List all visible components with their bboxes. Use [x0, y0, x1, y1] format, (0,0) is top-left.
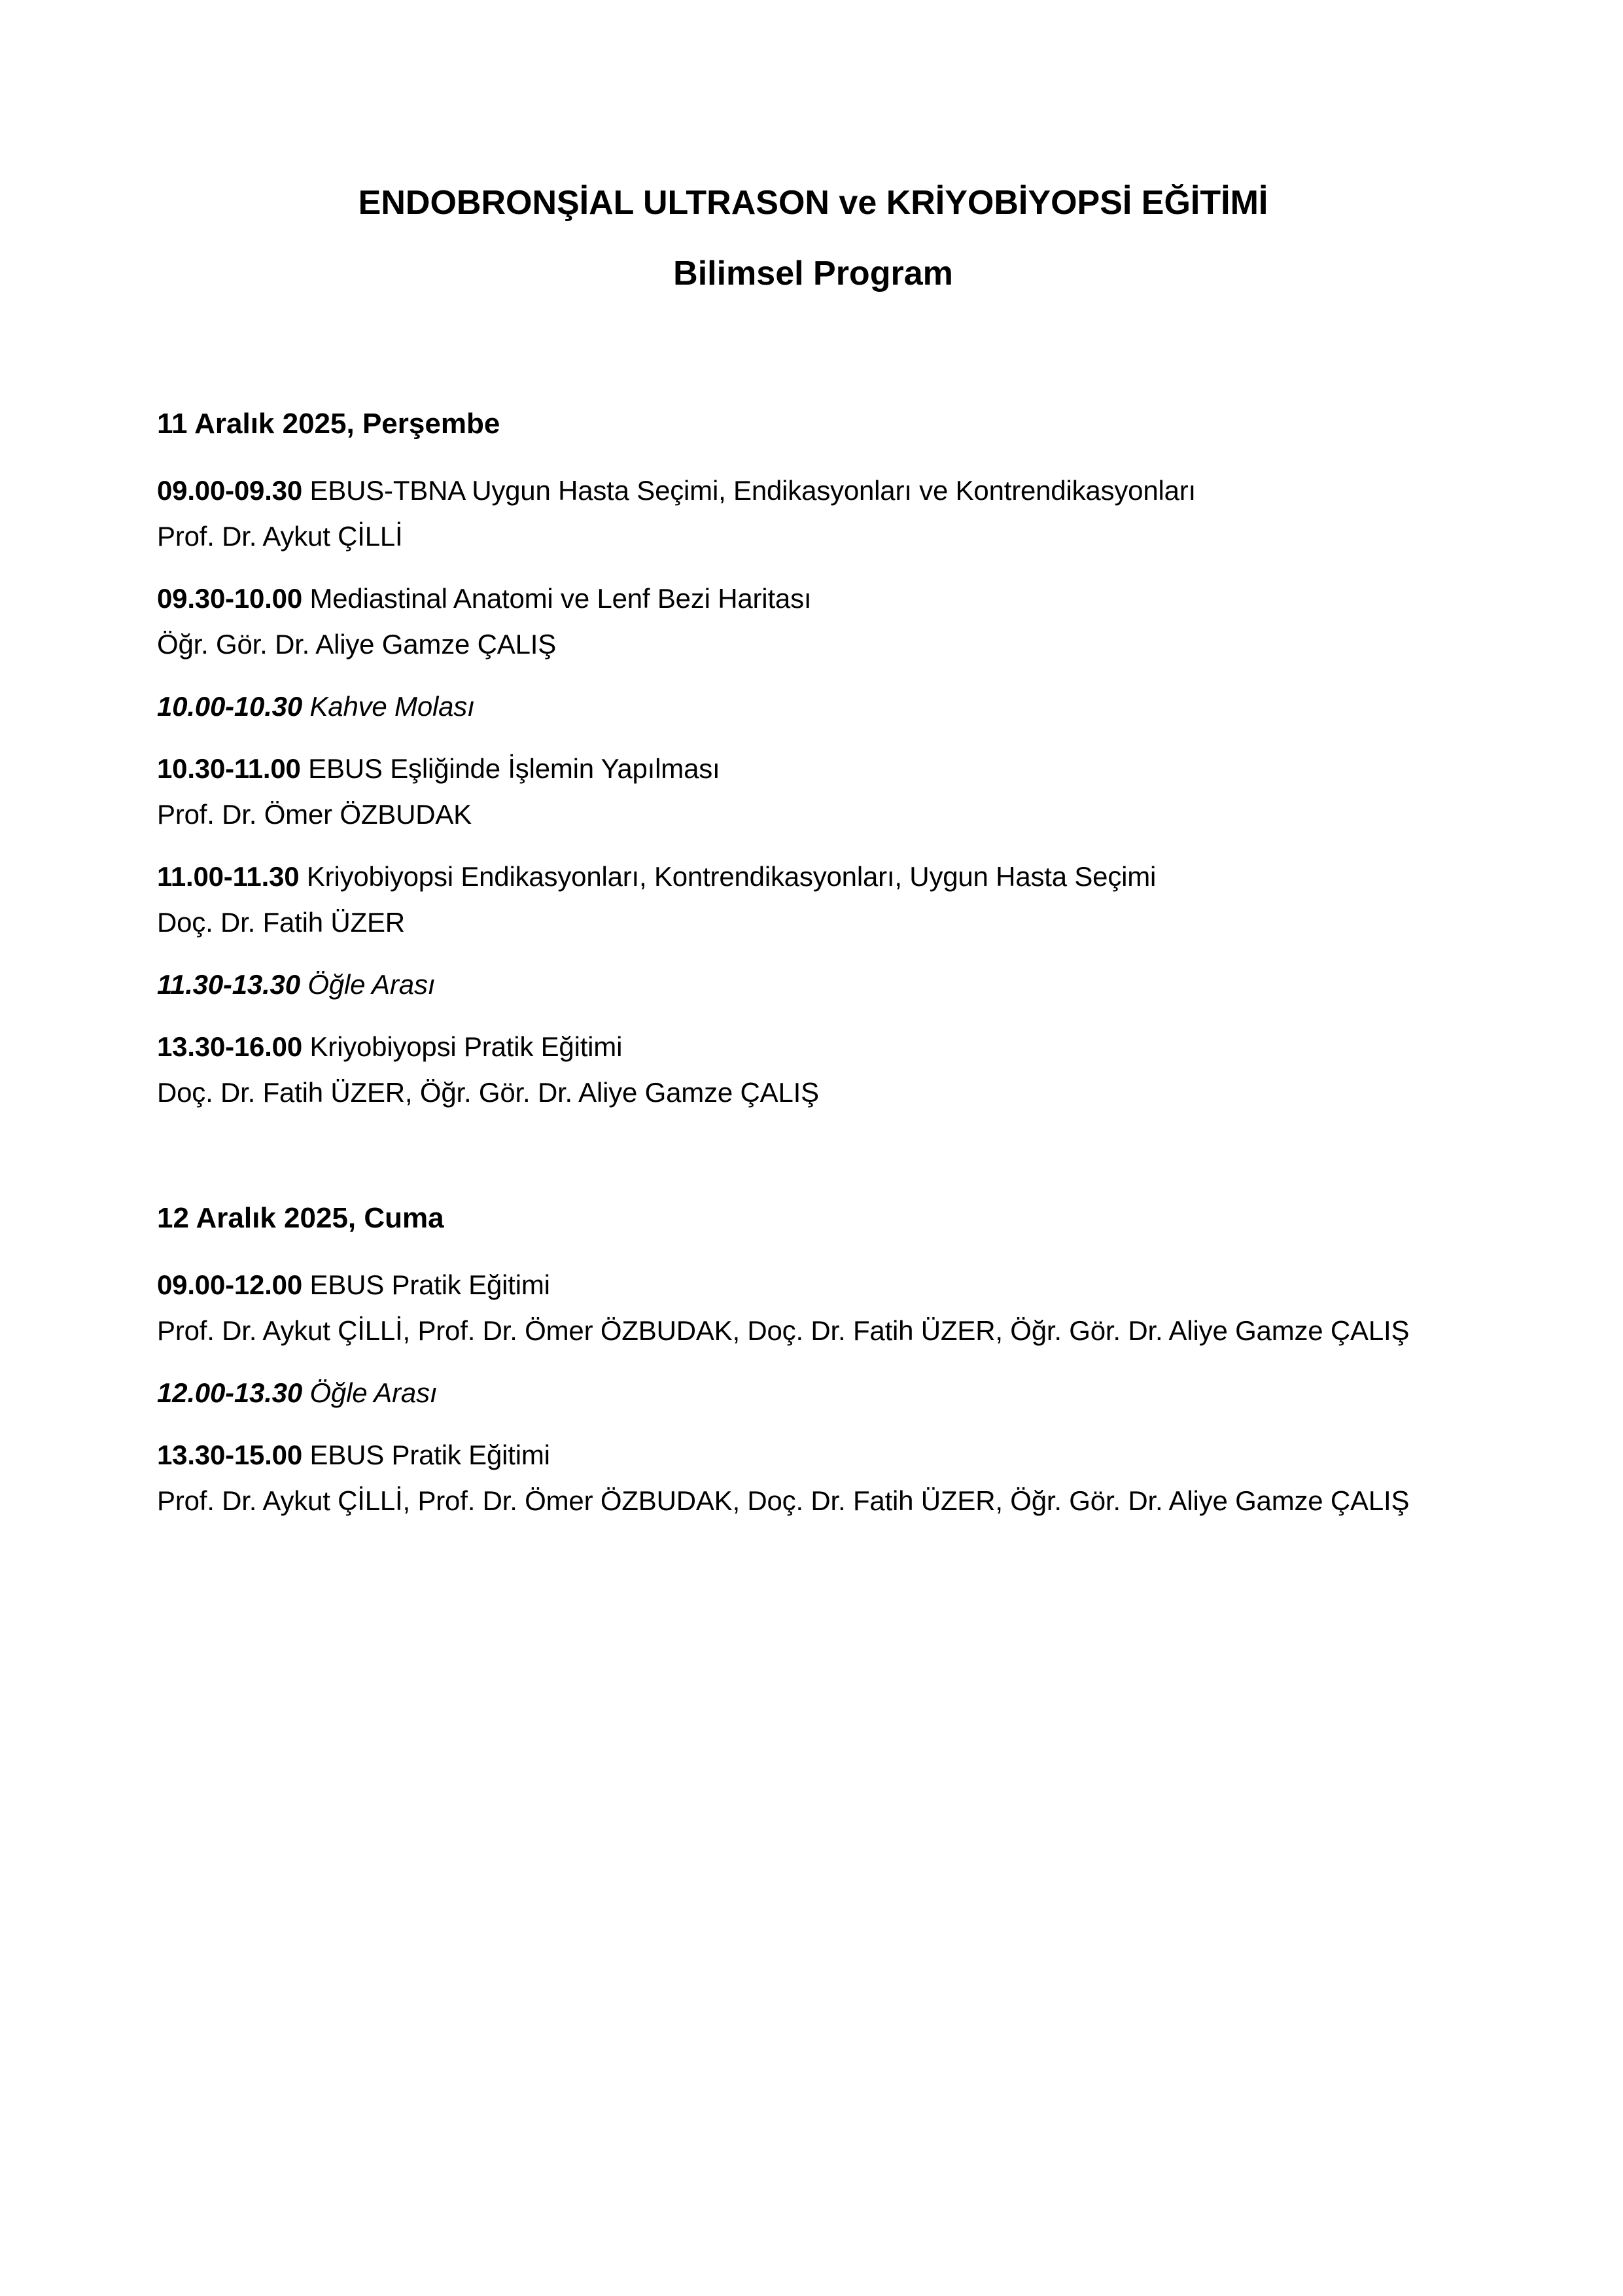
day-section-thursday [157, 400, 1469, 1116]
session-speakers: Prof. Dr. Aykut ÇİLLİ [157, 521, 403, 552]
session-time: 09.30-10.00 [157, 583, 302, 614]
document-subtitle: Bilimsel Program [673, 255, 953, 292]
session-title: Kriyobiyopsi Endikasyonları, Kontrendikasyonları, Uygun Hasta Seçimi [306, 861, 1157, 892]
break-entry [157, 962, 1469, 1008]
session-time: 13.30-16.00 [157, 1031, 302, 1062]
day-section-friday [157, 1194, 1469, 1524]
break-title: Öğle Arası [307, 969, 436, 1000]
session-time: 13.30-15.00 [157, 1439, 302, 1470]
break-entry [157, 684, 1469, 730]
session-speakers: Öğr. Gör. Dr. Aliye Gamze ÇALIŞ [157, 629, 557, 660]
session-time: 10.30-11.00 [157, 753, 301, 784]
session-speakers: Doç. Dr. Fatih ÜZER, Öğr. Gör. Dr. Aliye Gamze ÇALIŞ [157, 1077, 819, 1108]
session-title: EBUS Pratik Eğitimi [309, 1439, 550, 1470]
session-entry [157, 468, 1469, 559]
day-header: 12 Aralık 2025, Cuma [157, 1202, 444, 1234]
session-entry [157, 1262, 1469, 1354]
session-title: EBUS-TBNA Uygun Hasta Seçimi, Endikasyonları ve Kontrendikasyonları [309, 475, 1196, 506]
session-speakers: Prof. Dr. Aykut ÇİLLİ, Prof. Dr. Ömer ÖZBUDAK, Doç. Dr. Fatih ÜZER, Öğr. Gör. Dr. Aliye Gamze ÇALIŞ [157, 1315, 1410, 1346]
break-time: 11.30-13.30 [157, 969, 300, 1000]
session-entry [157, 1024, 1469, 1116]
session-entry [157, 576, 1469, 667]
session-title: Kriyobiyopsi Pratik Eğitimi [309, 1031, 623, 1062]
session-title: EBUS Eşliğinde İşlemin Yapılması [308, 753, 720, 784]
session-entry [157, 746, 1469, 838]
session-time: 11.00-11.30 [157, 861, 300, 892]
session-entry [157, 854, 1469, 945]
break-title: Öğle Arası [309, 1377, 438, 1408]
break-time: 10.00-10.30 [157, 691, 302, 722]
break-title: Kahve Molası [309, 691, 475, 722]
session-title: Mediastinal Anatomi ve Lenf Bezi Haritası [309, 583, 812, 614]
session-speakers: Prof. Dr. Ömer ÖZBUDAK [157, 799, 472, 830]
session-time: 09.00-12.00 [157, 1269, 302, 1300]
break-time: 12.00-13.30 [157, 1377, 302, 1408]
session-time: 09.00-09.30 [157, 475, 302, 506]
break-entry [157, 1370, 1469, 1416]
session-title: EBUS Pratik Eğitimi [309, 1269, 550, 1300]
day-header: 11 Aralık 2025, Perşembe [157, 408, 500, 440]
session-speakers: Prof. Dr. Aykut ÇİLLİ, Prof. Dr. Ömer ÖZBUDAK, Doç. Dr. Fatih ÜZER, Öğr. Gör. Dr. Aliye Gamze ÇALIŞ [157, 1485, 1410, 1516]
session-entry [157, 1432, 1469, 1524]
document-title: ENDOBRONŞİAL ULTRASON ve KRİYOBİYOPSİ EĞİTİMİ [358, 184, 1268, 222]
session-speakers: Doç. Dr. Fatih ÜZER [157, 907, 405, 938]
